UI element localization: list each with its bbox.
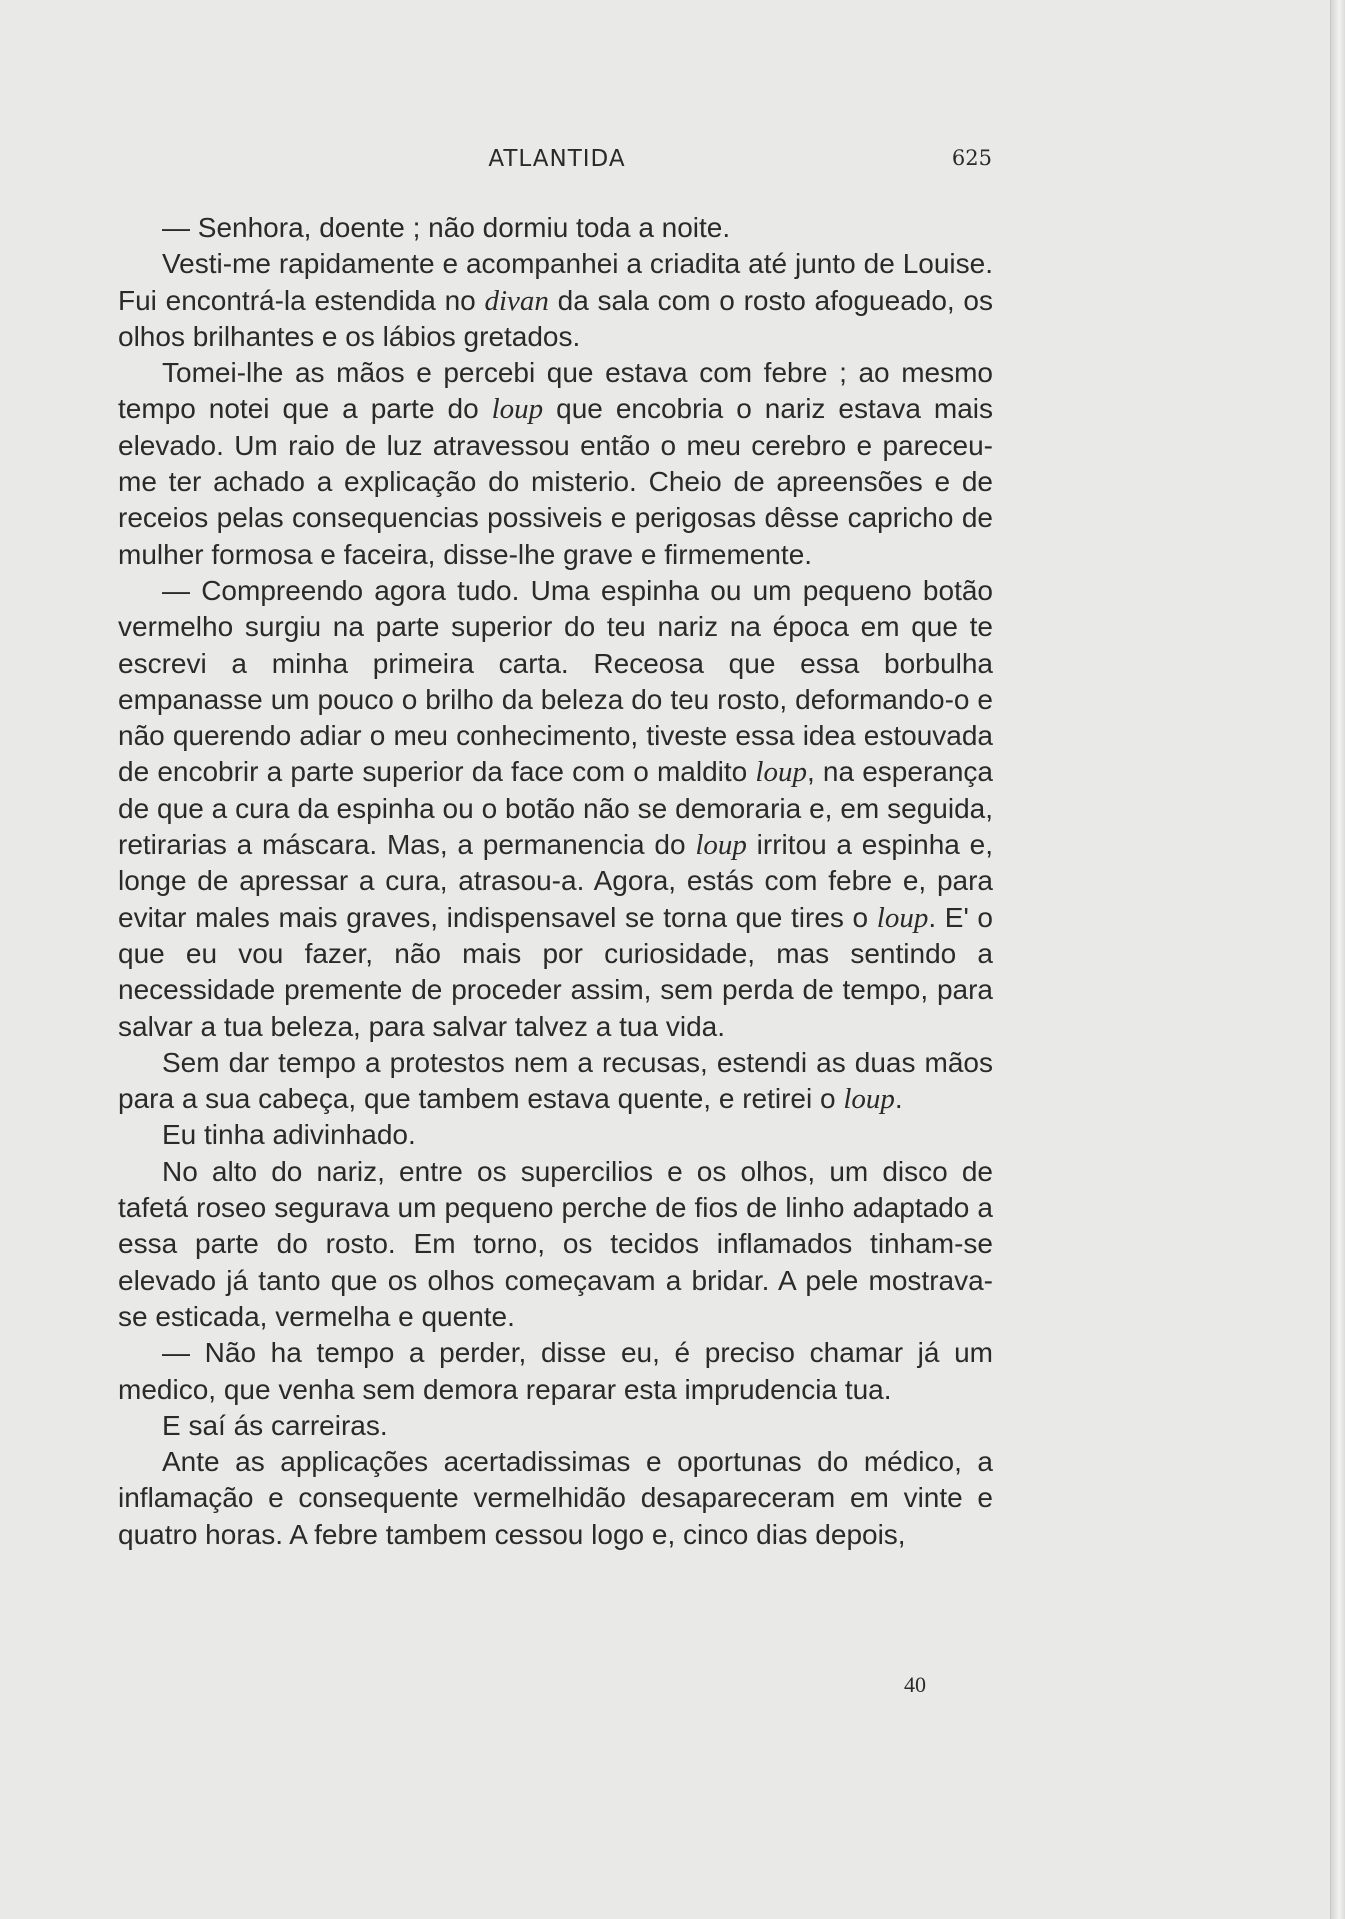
text-run: que encobria o nariz estava mais elevado. Um raio de luz atravessou então o meu cerebro e pareceu-me ter achado a explicação do misterio. Cheio de apreensões e de receios pelas consequencias possiveis e perigosas dêsse capricho de mulher formosa e faceira, disse-lhe grave e firmemente. [118,393,993,570]
text-run: Sem dar tempo a protestos nem a recusas, estendi as duas mãos para a sua cabeça, que tambem estava quente, e retirei o [118,1046,993,1115]
italic-word: loup [755,756,807,789]
text-run: . [894,1083,903,1115]
text-run: Eu tinha adivinhado. [162,1119,416,1151]
paragraph [118,1154,993,1335]
italic-word: loup [843,1083,895,1116]
running-title: ATLANTIDA [488,146,626,172]
page-number: 625 [951,146,992,170]
paragraph [118,246,993,355]
text-run: Ante as applicações acertadissimas e oportunas do médico, a inflamação e consequente vermelhidão desapareceram em vinte e quatro horas. A febre tambem cessou logo e, cinco dias depois, [118,1446,993,1550]
signature-mark: 40 [904,1672,926,1697]
italic-word: divan [484,284,549,317]
text-run: Vesti-me rapidamente e acompanhei a criadita até junto de Louise. Fui encontrá-la estendida no [118,248,993,316]
paragraph [118,1444,993,1553]
page-edge [1331,0,1345,1919]
text-run: — Senhora, doente ; não dormiu toda a noite. [162,212,731,243]
body-text [118,210,993,1553]
paragraph [118,1335,993,1408]
page-header [122,146,992,176]
paragraph [118,355,993,573]
text-run: E saí ás carreiras. [162,1409,388,1441]
text-run: — Não ha tempo a perder, disse eu, é preciso chamar já um medico, que venha sem demora reparar esta imprudencia tua. [118,1337,993,1405]
italic-word: loup [876,901,929,934]
text-run: da sala com o rosto afogueado, os olhos brilhantes e os lábios gretados. [118,284,993,352]
paragraph [118,573,993,1045]
text-run: . E' o que eu vou fazer, não mais por curiosidade, mas sentindo a necessidade premente de proceder assim, sem perda de tempo, para salvar a tua beleza, para salvar talvez a tua vida. [118,901,994,1042]
text-run: , na esperança de que a cura da espinha ou o botão não se demoraria e, em seguida, retirarias a máscara. Mas, a permanencia do [118,756,993,861]
text-run: No alto do nariz, entre os supercilios e os olhos, um disco de tafetá roseo segurava um pequeno perche de fios de linho adaptado a essa parte do rosto. Em torno, os tecidos inflamados tinham-se elevado já tanto que os olhos começavam a bridar. A pele mostrava-se esticada, vermelha e quente. [118,1155,993,1332]
paragraph [118,210,993,246]
italic-word: loup [491,393,544,426]
text-run: — Compreendo agora tudo. Uma espinha ou um pequeno botão vermelho surgiu na parte superior do teu nariz na época em que te escrevi a minha primeira carta. Receosa que essa borbulha empanasse um pouco o brilho da beleza do teu rosto, deformando-o e não querendo adiar o meu conhecimento, tiveste essa idea estouvada de encobrir a parte superior da face com o maldito [118,574,993,788]
paragraph [118,1408,993,1444]
italic-word: loup [695,829,747,862]
paragraph [118,1045,993,1118]
paragraph [118,1117,993,1153]
text-run: irritou a espinha e, longe de apressar a cura, atrasou-a. Agora, estás com febre e, para evitar males mais graves, indispensavel se torna que tires o [118,829,993,933]
text-run: Tomei-lhe as mãos e percebi que estava com febre ; ao mesmo tempo notei que a parte do [118,357,993,425]
